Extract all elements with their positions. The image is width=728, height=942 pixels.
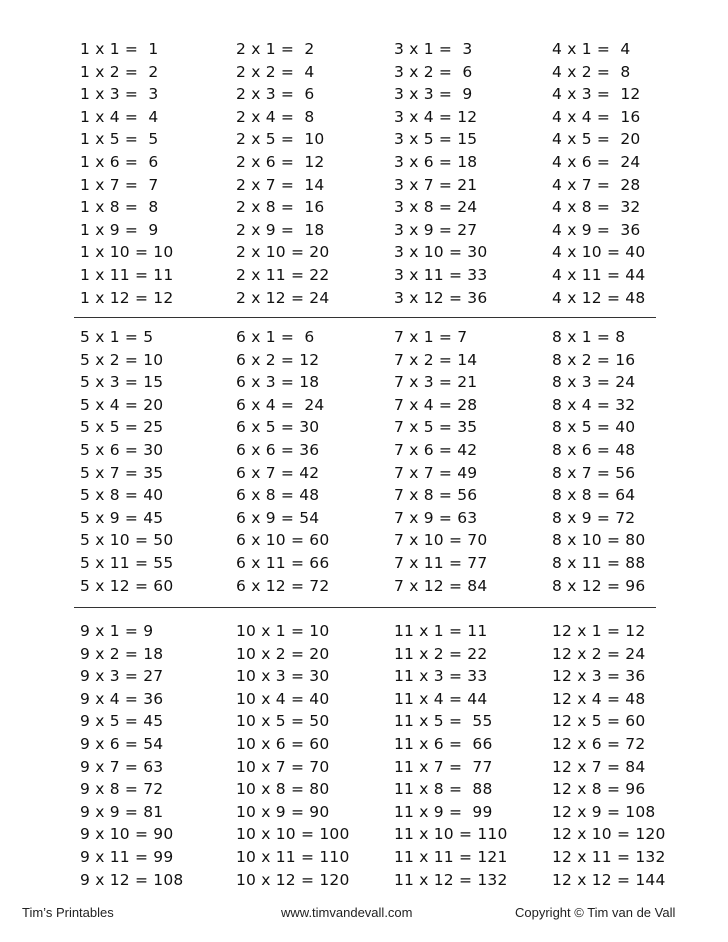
multiplication-fact: 5 x 10 = 50 bbox=[80, 531, 174, 550]
multiplication-fact: 5 x 12 = 60 bbox=[80, 576, 174, 595]
multiplication-fact: 3 x 11 = 33 bbox=[394, 265, 488, 284]
multiplication-fact: 12 x 7 = 84 bbox=[552, 757, 646, 776]
multiplication-fact: 11 x 8 = 88 bbox=[394, 780, 493, 799]
multiplication-fact: 2 x 8 = 16 bbox=[236, 198, 325, 217]
multiplication-fact: 10 x 7 = 70 bbox=[236, 757, 330, 776]
multiplication-fact: 3 x 4 = 12 bbox=[394, 107, 478, 126]
multiplication-fact: 12 x 9 = 108 bbox=[552, 802, 656, 821]
multiplication-fact: 5 x 5 = 25 bbox=[80, 418, 164, 437]
multiplication-fact: 1 x 2 = 2 bbox=[80, 62, 159, 81]
multiplication-fact: 8 x 12 = 96 bbox=[552, 576, 646, 595]
times-table-column bbox=[236, 38, 386, 309]
multiplication-fact: 9 x 3 = 27 bbox=[80, 667, 164, 686]
multiplication-fact: 2 x 6 = 12 bbox=[236, 152, 325, 171]
multiplication-fact: 2 x 5 = 10 bbox=[236, 130, 325, 149]
multiplication-fact: 7 x 2 = 14 bbox=[394, 350, 478, 369]
footer-brand: Tim’s Printables bbox=[22, 905, 114, 920]
multiplication-fact: 2 x 10 = 20 bbox=[236, 243, 330, 262]
multiplication-fact: 11 x 11 = 121 bbox=[394, 847, 508, 866]
multiplication-fact: 7 x 4 = 28 bbox=[394, 395, 478, 414]
multiplication-fact: 6 x 6 = 36 bbox=[236, 440, 320, 459]
multiplication-fact: 4 x 10 = 40 bbox=[552, 243, 646, 262]
multiplication-fact: 4 x 12 = 48 bbox=[552, 288, 646, 307]
footer-copyright: Copyright © Tim van de Vall bbox=[515, 905, 676, 920]
multiplication-fact: 2 x 4 = 8 bbox=[236, 107, 315, 126]
multiplication-fact: 8 x 10 = 80 bbox=[552, 531, 646, 550]
multiplication-fact: 5 x 6 = 30 bbox=[80, 440, 164, 459]
multiplication-fact: 6 x 4 = 24 bbox=[236, 395, 325, 414]
multiplication-fact: 8 x 1 = 8 bbox=[552, 328, 626, 346]
multiplication-fact: 4 x 8 = 32 bbox=[552, 198, 641, 217]
multiplication-fact: 8 x 6 = 48 bbox=[552, 440, 636, 459]
multiplication-fact: 12 x 6 = 72 bbox=[552, 734, 646, 753]
multiplication-fact: 4 x 6 = 24 bbox=[552, 152, 641, 171]
multiplication-fact: 3 x 1 = 3 bbox=[394, 40, 473, 58]
multiplication-fact: 7 x 3 = 21 bbox=[394, 373, 478, 392]
multiplication-fact: 6 x 11 = 66 bbox=[236, 553, 330, 572]
multiplication-fact: 1 x 4 = 4 bbox=[80, 107, 159, 126]
multiplication-fact: 7 x 7 = 49 bbox=[394, 463, 478, 482]
multiplication-fact: 10 x 2 = 20 bbox=[236, 644, 330, 663]
times-table-column bbox=[80, 38, 230, 309]
multiplication-fact: 11 x 4 = 44 bbox=[394, 689, 488, 708]
multiplication-fact: 10 x 1 = 10 bbox=[236, 622, 330, 640]
multiplication-fact: 6 x 7 = 42 bbox=[236, 463, 320, 482]
multiplication-fact: 9 x 5 = 45 bbox=[80, 712, 164, 731]
multiplication-fact: 3 x 8 = 24 bbox=[394, 198, 478, 217]
multiplication-fact: 6 x 2 = 12 bbox=[236, 350, 320, 369]
multiplication-fact: 7 x 10 = 70 bbox=[394, 531, 488, 550]
multiplication-fact: 7 x 8 = 56 bbox=[394, 486, 478, 505]
times-table-column bbox=[552, 620, 702, 891]
times-table-column bbox=[394, 620, 544, 891]
multiplication-fact: 5 x 11 = 55 bbox=[80, 553, 174, 572]
multiplication-fact: 3 x 10 = 30 bbox=[394, 243, 488, 262]
multiplication-fact: 9 x 8 = 72 bbox=[80, 780, 164, 799]
times-table-column bbox=[80, 326, 230, 597]
multiplication-fact: 2 x 11 = 22 bbox=[236, 265, 330, 284]
multiplication-fact: 4 x 4 = 16 bbox=[552, 107, 641, 126]
multiplication-fact: 3 x 2 = 6 bbox=[394, 62, 473, 81]
multiplication-fact: 9 x 7 = 63 bbox=[80, 757, 164, 776]
multiplication-fact: 12 x 5 = 60 bbox=[552, 712, 646, 731]
multiplication-fact: 1 x 3 = 3 bbox=[80, 85, 159, 104]
multiplication-fact: 3 x 12 = 36 bbox=[394, 288, 488, 307]
multiplication-fact: 5 x 7 = 35 bbox=[80, 463, 164, 482]
multiplication-fact: 2 x 9 = 18 bbox=[236, 220, 325, 239]
multiplication-fact: 4 x 9 = 36 bbox=[552, 220, 641, 239]
multiplication-fact: 10 x 9 = 90 bbox=[236, 802, 330, 821]
multiplication-fact: 10 x 12 = 120 bbox=[236, 870, 350, 889]
multiplication-fact: 9 x 9 = 81 bbox=[80, 802, 164, 821]
multiplication-fact: 1 x 9 = 9 bbox=[80, 220, 159, 239]
multiplication-fact: 9 x 6 = 54 bbox=[80, 734, 164, 753]
multiplication-fact: 3 x 6 = 18 bbox=[394, 152, 478, 171]
multiplication-fact: 7 x 9 = 63 bbox=[394, 508, 478, 527]
multiplication-fact: 8 x 11 = 88 bbox=[552, 553, 646, 572]
multiplication-fact: 10 x 6 = 60 bbox=[236, 734, 330, 753]
times-table-column bbox=[552, 38, 702, 309]
multiplication-fact: 8 x 3 = 24 bbox=[552, 373, 636, 392]
multiplication-fact: 5 x 8 = 40 bbox=[80, 486, 164, 505]
multiplication-fact: 6 x 3 = 18 bbox=[236, 373, 320, 392]
multiplication-fact: 10 x 10 = 100 bbox=[236, 825, 350, 844]
multiplication-fact: 12 x 11 = 132 bbox=[552, 847, 666, 866]
multiplication-fact: 12 x 4 = 48 bbox=[552, 689, 646, 708]
multiplication-fact: 4 x 2 = 8 bbox=[552, 62, 631, 81]
multiplication-fact: 8 x 2 = 16 bbox=[552, 350, 636, 369]
multiplication-fact: 6 x 10 = 60 bbox=[236, 531, 330, 550]
multiplication-fact: 11 x 9 = 99 bbox=[394, 802, 493, 821]
multiplication-fact: 1 x 8 = 8 bbox=[80, 198, 159, 217]
multiplication-fact: 7 x 12 = 84 bbox=[394, 576, 488, 595]
multiplication-fact: 10 x 8 = 80 bbox=[236, 780, 330, 799]
multiplication-fact: 8 x 4 = 32 bbox=[552, 395, 636, 414]
multiplication-fact: 2 x 1 = 2 bbox=[236, 40, 315, 58]
multiplication-fact: 1 x 10 = 10 bbox=[80, 243, 174, 262]
multiplication-fact: 2 x 3 = 6 bbox=[236, 85, 315, 104]
multiplication-fact: 9 x 1 = 9 bbox=[80, 622, 154, 640]
multiplication-fact: 8 x 7 = 56 bbox=[552, 463, 636, 482]
multiplication-fact: 8 x 5 = 40 bbox=[552, 418, 636, 437]
multiplication-fact: 12 x 12 = 144 bbox=[552, 870, 666, 889]
multiplication-fact: 9 x 2 = 18 bbox=[80, 644, 164, 663]
multiplication-fact: 11 x 7 = 77 bbox=[394, 757, 493, 776]
multiplication-fact: 10 x 5 = 50 bbox=[236, 712, 330, 731]
multiplication-fact: 1 x 11 = 11 bbox=[80, 265, 174, 284]
multiplication-fact: 3 x 9 = 27 bbox=[394, 220, 478, 239]
multiplication-fact: 1 x 1 = 1 bbox=[80, 40, 159, 58]
multiplication-fact: 9 x 11 = 99 bbox=[80, 847, 174, 866]
times-table-column bbox=[552, 326, 702, 597]
multiplication-fact: 2 x 7 = 14 bbox=[236, 175, 325, 194]
multiplication-fact: 1 x 6 = 6 bbox=[80, 152, 159, 171]
multiplication-fact: 11 x 1 = 11 bbox=[394, 622, 488, 640]
multiplication-fact: 8 x 8 = 64 bbox=[552, 486, 636, 505]
multiplication-fact: 7 x 11 = 77 bbox=[394, 553, 488, 572]
multiplication-fact: 12 x 8 = 96 bbox=[552, 780, 646, 799]
times-table-column bbox=[236, 326, 386, 597]
multiplication-fact: 7 x 1 = 7 bbox=[394, 328, 468, 346]
multiplication-fact: 12 x 10 = 120 bbox=[552, 825, 666, 844]
multiplication-fact: 6 x 9 = 54 bbox=[236, 508, 320, 527]
multiplication-fact: 7 x 5 = 35 bbox=[394, 418, 478, 437]
multiplication-fact: 6 x 12 = 72 bbox=[236, 576, 330, 595]
times-table-column bbox=[80, 620, 230, 891]
multiplication-fact: 11 x 12 = 132 bbox=[394, 870, 508, 889]
multiplication-fact: 9 x 10 = 90 bbox=[80, 825, 174, 844]
multiplication-fact: 12 x 1 = 12 bbox=[552, 622, 646, 640]
section-divider bbox=[74, 317, 656, 318]
section-divider bbox=[74, 607, 656, 608]
multiplication-fact: 4 x 3 = 12 bbox=[552, 85, 641, 104]
multiplication-fact: 1 x 7 = 7 bbox=[80, 175, 159, 194]
multiplication-fact: 10 x 11 = 110 bbox=[236, 847, 350, 866]
multiplication-fact: 5 x 1 = 5 bbox=[80, 328, 154, 346]
times-table-column bbox=[394, 38, 544, 309]
multiplication-fact: 3 x 7 = 21 bbox=[394, 175, 478, 194]
multiplication-fact: 6 x 8 = 48 bbox=[236, 486, 320, 505]
multiplication-fact: 12 x 2 = 24 bbox=[552, 644, 646, 663]
multiplication-fact: 5 x 9 = 45 bbox=[80, 508, 164, 527]
multiplication-fact: 11 x 6 = 66 bbox=[394, 734, 493, 753]
multiplication-fact: 4 x 1 = 4 bbox=[552, 40, 631, 58]
multiplication-fact: 12 x 3 = 36 bbox=[552, 667, 646, 686]
multiplication-fact: 6 x 1 = 6 bbox=[236, 328, 315, 346]
multiplication-fact: 4 x 7 = 28 bbox=[552, 175, 641, 194]
multiplication-fact: 7 x 6 = 42 bbox=[394, 440, 478, 459]
multiplication-fact: 1 x 5 = 5 bbox=[80, 130, 159, 149]
multiplication-fact: 11 x 2 = 22 bbox=[394, 644, 488, 663]
multiplication-fact: 8 x 9 = 72 bbox=[552, 508, 636, 527]
times-table-column bbox=[236, 620, 386, 891]
multiplication-fact: 11 x 10 = 110 bbox=[394, 825, 508, 844]
multiplication-fact: 2 x 12 = 24 bbox=[236, 288, 330, 307]
multiplication-fact: 5 x 2 = 10 bbox=[80, 350, 164, 369]
multiplication-fact: 4 x 11 = 44 bbox=[552, 265, 646, 284]
multiplication-fact: 3 x 5 = 15 bbox=[394, 130, 478, 149]
times-table-column bbox=[394, 326, 544, 597]
multiplication-fact: 9 x 12 = 108 bbox=[80, 870, 184, 889]
multiplication-fact: 6 x 5 = 30 bbox=[236, 418, 320, 437]
multiplication-fact: 9 x 4 = 36 bbox=[80, 689, 164, 708]
multiplication-fact: 5 x 4 = 20 bbox=[80, 395, 164, 414]
multiplication-fact: 3 x 3 = 9 bbox=[394, 85, 473, 104]
multiplication-fact: 2 x 2 = 4 bbox=[236, 62, 315, 81]
multiplication-fact: 4 x 5 = 20 bbox=[552, 130, 641, 149]
multiplication-fact: 5 x 3 = 15 bbox=[80, 373, 164, 392]
multiplication-fact: 10 x 4 = 40 bbox=[236, 689, 330, 708]
multiplication-fact: 11 x 3 = 33 bbox=[394, 667, 488, 686]
multiplication-fact: 11 x 5 = 55 bbox=[394, 712, 493, 731]
multiplication-fact: 1 x 12 = 12 bbox=[80, 288, 174, 307]
multiplication-fact: 10 x 3 = 30 bbox=[236, 667, 330, 686]
footer-website-link[interactable]: www.timvandevall.com bbox=[281, 905, 413, 920]
